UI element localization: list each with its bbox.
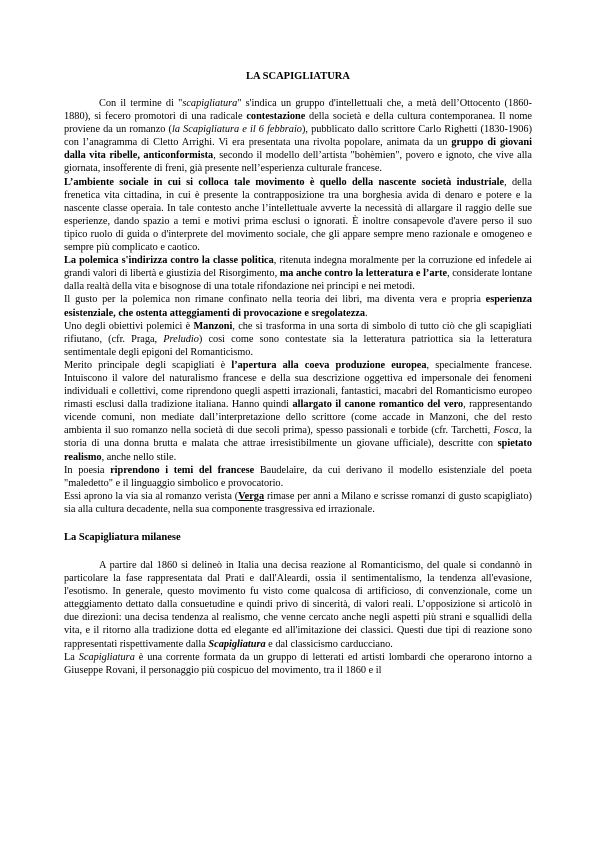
text-run: Scapigliatura bbox=[208, 638, 266, 650]
text-run: ma anche contro la letteratura e l’arte bbox=[279, 268, 448, 280]
milanese-section bbox=[64, 559, 532, 677]
paragraph bbox=[64, 97, 532, 176]
main-section bbox=[64, 97, 532, 516]
text-run: spietato realismo bbox=[64, 438, 532, 463]
text-run: e dal classicismo carducciano. bbox=[265, 638, 393, 650]
text-run: allargato il canone romantico del vero bbox=[292, 399, 464, 411]
text-run: " s'indica un gruppo d'intellettuali che, a metà dell’Ottocento (1860-1880), si fecero promotori di una radicale bbox=[64, 98, 532, 123]
document-title: LA SCAPIGLIATURA bbox=[246, 71, 350, 82]
text-run: , secondo il modello dell’artista "bohèmien", povero e ignoto, che vive alla giornata, insofferente di freni, già presente nell’esperienza culturale francese. bbox=[64, 150, 532, 175]
text-run: rimase per anni a Milano e scrisse romanzi di gusto scapigliato) sia alla cultura decadente, nella sua componente trasgressiva ed irrazionale. bbox=[64, 490, 532, 515]
paragraph bbox=[64, 359, 532, 464]
document-body bbox=[64, 70, 532, 677]
text-run: La bbox=[64, 651, 79, 663]
text-run: La polemica s'indirizza contro la classe politica bbox=[64, 255, 274, 267]
text-run: riprendono i temi del francese bbox=[110, 464, 255, 476]
paragraph bbox=[64, 559, 532, 651]
text-run: ) così come sono contestate sia la letteratura patriottica sia la letteratura sentimentale degli epigoni del Romanticismo. bbox=[64, 333, 532, 358]
text-run: , rappresentando vicende comuni, non mediate dall’interpretazione dello scrittore (come accade in Manzoni, che del resto ambienta il suo romanzo nella società di due secoli prima), spesso passionali e torbide (cfr. Tarchetti, bbox=[64, 399, 533, 437]
text-run: , considerate lontane dalla realtà della vita e bisognose di una totale rifondazione nei principi e nei metodi. bbox=[64, 268, 533, 293]
text-run: Baudelaire, da cui derivano il modello esistenziale del poeta "maledetto" e il linguaggio simbolico e provocatorio. bbox=[64, 464, 533, 489]
text-run: , ritenuta indegna moralmente per la corruzione ed infedele ai grandi valori di libertà e giustizia del Risorgimento, bbox=[64, 255, 533, 280]
text-run: esperienza esistenziale, che ostenta atteggiamenti di provocazione e sregolatezza bbox=[64, 294, 532, 319]
paragraph bbox=[64, 320, 532, 359]
paragraph bbox=[64, 651, 532, 677]
text-run: Essi aprono la via sia al romanzo verista ( bbox=[64, 490, 239, 502]
text-run: della società e della cultura contemporanea. Il nome proviene da un romanzo ( bbox=[64, 111, 532, 136]
paragraph bbox=[64, 464, 532, 490]
text-run: Manzoni bbox=[193, 320, 233, 332]
text-run: la Scapigliatura e il 6 febbraio bbox=[171, 124, 302, 136]
paragraph bbox=[64, 176, 532, 255]
text-run: Uno degli obiettivi polemici è bbox=[64, 320, 194, 332]
text-run: gruppo di giovani dalla vita ribelle, anticonformista bbox=[64, 137, 533, 162]
text-run: , specialmente francese. Intuiscono il valore del naturalismo francese e della sua descrizione oggettiva ed impersonale dei fenomeni individuali e collettivi, come riprendono quegli aspetti irrazionali, fantastici, macabri del Romanticismo europeo rimasti esclusi dalla tradizione italiana. Hanno quindi bbox=[64, 359, 532, 411]
text-run: L’ambiente sociale in cui si colloca tale movimento è quello della nascente società industriale bbox=[64, 176, 505, 188]
text-run: , che si trasforma in una sorta di simbolo di tutto ciò che gli scapigliati rifiutano, (cfr. Praga, bbox=[64, 320, 532, 345]
text-run: Con il termine di " bbox=[99, 98, 183, 109]
text-run: Merito principale degli scapigliati è bbox=[64, 359, 232, 371]
text-run: Il gusto per la polemica non rimane confinato nella teoria dei libri, ma diventa vera e propria bbox=[64, 294, 486, 306]
text-run: contestazione bbox=[246, 111, 306, 123]
section-heading: La Scapigliatura milanese bbox=[64, 532, 181, 543]
text-run: Fosca bbox=[493, 425, 519, 437]
text-run: è una corrente formata da un gruppo di letterati ed artisti lombardi che operarono intorno a Giuseppe Rovani, il personaggio più cospicuo del movimento, tra il 1860 e il bbox=[64, 651, 532, 676]
paragraph bbox=[64, 254, 532, 293]
text-run: . bbox=[365, 307, 368, 319]
text-run: Verga bbox=[238, 490, 265, 502]
text-run: , anche nello stile. bbox=[101, 451, 177, 463]
text-run: A partire dal 1860 si delineò in Italia una decisa reazione al Romanticismo, del quale si condannò in particolare la fase rappresentata dal Prati e dall'Aleardi, ossia il sentimentalismo, la tendenza all'evasione, l'esotismo. In generale, questo movimento fu visto come qualcosa di artificioso, di convenzionale, come un atteggiamento dettato dalla consuetudine e quindi privo di sincerità, di valori reali. L’opposizione si articolò in due direzioni: una decisa tendenza al realismo, che venne cercato anche negli aspetti più strani e squallidi della vita, e il ritorno alla tradizione dotta ed elegante ed all'imitazione dei classici. Questi due tipi di reazione sono rappresentati rispettivamente dalla bbox=[64, 560, 532, 650]
text-run: Scapigliatura bbox=[78, 651, 135, 663]
text-run: , della frenetica vita cittadina, in cui è presente la contrapposizione tra una borghesia avida di denaro e potere e la nascente classe operaia. In tale contesto anche l’intellettuale avverte la necessità di allargare il raggio delle sue esperienze, dando spazio a temi e motivi prima esclusi o ignorati. È inoltre consapevole d'avere perso il suo tipico ruolo di guida o d'interprete del movimento sociale, che gli appare sempre meno razionale e omogeneo e sempre più complicato e caotico. bbox=[64, 176, 532, 254]
text-run: l’apertura alla coeva produzione europea bbox=[231, 359, 427, 371]
text-run: Preludio bbox=[163, 333, 199, 345]
paragraph bbox=[64, 293, 532, 319]
paragraph bbox=[64, 490, 532, 516]
text-run: , la storia di una donna brutta e malata che attrae irresistibilmente un giovane ufficiale), descritte con bbox=[64, 425, 532, 450]
text-run: scapigliatura bbox=[182, 98, 238, 109]
text-run: ), pubblicato dallo scrittore Carlo Righetti (1830-1906) con l’anagramma di Cletto Arrighi. Vi era presentata una rivolta popolare, animata da un bbox=[64, 124, 532, 149]
text-run: In poesia bbox=[64, 464, 111, 476]
